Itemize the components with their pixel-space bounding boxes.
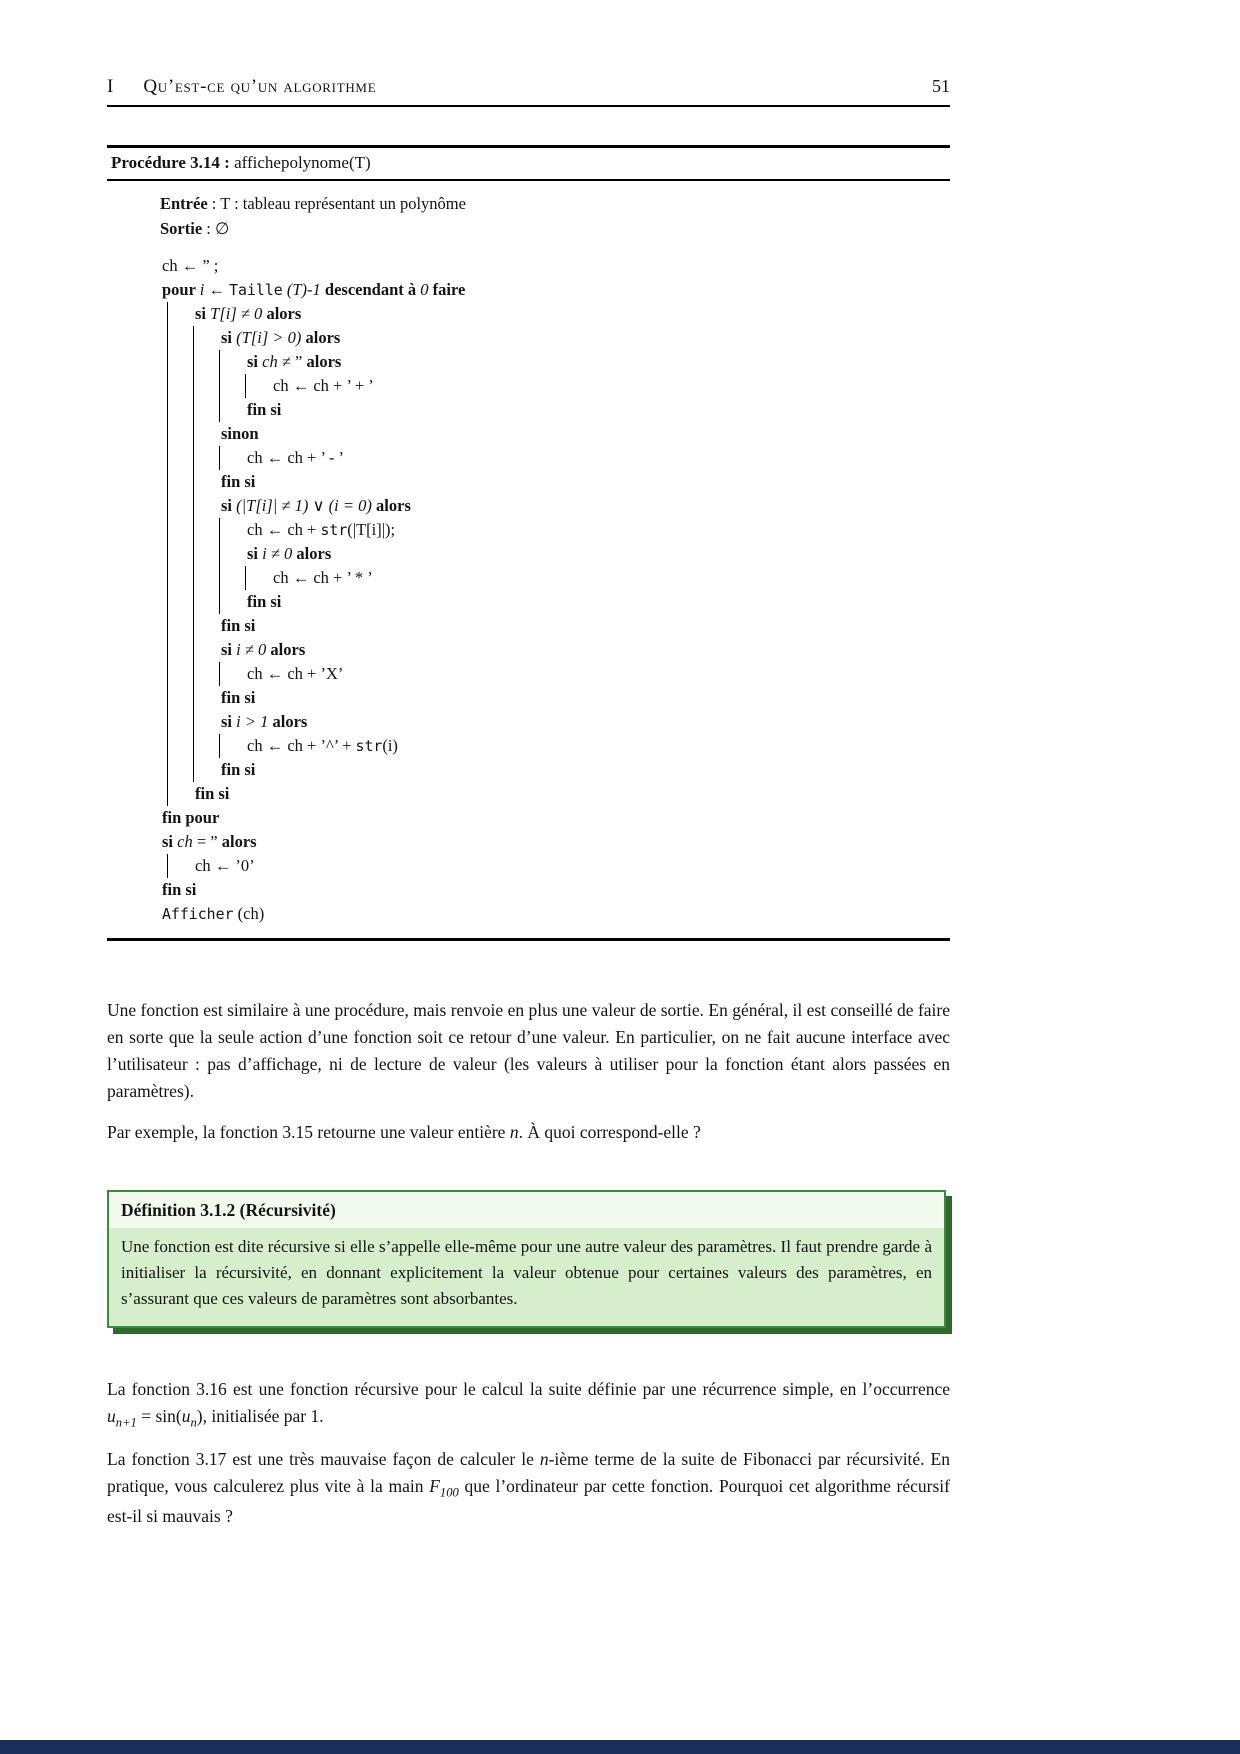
indent-guide [193,710,219,734]
indent-guide [167,398,193,422]
algorithm-text [219,710,942,734]
algorithm-text [245,398,942,422]
text-segment: alors [306,352,342,371]
algorithm-line [160,494,942,518]
indent-guide [167,374,193,398]
text-segment: si [195,304,211,323]
indent-guide [167,302,193,326]
indent-guide [167,518,193,542]
indent-guide [167,590,193,614]
text-segment: i [199,280,205,299]
text-segment: que l’ordinateur par cette fonction. Pourquoi cet algorithme récursif est-il si mauvais ? [107,1475,950,1526]
indent-guide [193,422,219,446]
indent-guide [219,446,245,470]
text-segment: ), initialisée par 1. [196,1405,324,1426]
indent-guide [193,398,219,422]
indent-guide [219,350,245,374]
procedure-body [107,181,950,938]
algorithm-text [271,566,942,590]
indent-guide [167,758,193,782]
algorithm-line [160,614,942,638]
text-segment: fin si [247,592,282,611]
algorithm-line [160,758,942,782]
header-rule [107,105,950,107]
indent-guide [193,590,219,614]
text-segment: si [247,544,263,563]
text-segment: ← [204,280,230,299]
indent-guide [193,326,219,350]
algorithm-text [245,542,942,566]
algorithm-line [160,350,942,374]
algorithm-text [219,494,942,518]
paragraph-function-3-17 [107,1446,950,1530]
algorithm-text [271,374,942,398]
indent-guide [219,566,245,590]
text-segment: descendant à [320,280,421,299]
text-segment: -ième terme de la suite de Fibonacci par récursivité. En pratique, vous calculerez plus vite à la main [107,1448,950,1496]
algorithm-text [245,446,942,470]
indent-guide [167,782,193,806]
output-label: Sortie [160,219,203,238]
indent-guide [245,566,271,590]
definition-body: Une fonction est dite récursive si elle s’appelle elle-même pour une autre valeur des paramètres. Il faut prendre garde à initialiser la récursivité, en donnant explicitement la valeur obtenue pour certaines valeurs des paramètres, en s’assurant que ces valeurs de paramètres sont absorbantes. [109,1228,944,1326]
text-segment: fin si [221,688,256,707]
footer-bar [0,1740,1240,1754]
text-column [107,0,950,1543]
algorithm-text [219,422,942,446]
indent-guide [167,662,193,686]
indent-guide [167,350,193,374]
text-segment: ch ← ch + [247,520,321,539]
text-segment: (|T[i]|); [347,520,396,539]
text-segment: fin si [221,760,256,779]
algorithm-text [160,254,942,278]
text-segment: (|T[i]| ≠ 1) ∨ (i = 0) [236,496,372,515]
algorithm-line [160,590,942,614]
text-segment: 0 [420,280,429,299]
paragraph-functions-intro [107,997,950,1106]
indent-guide [167,638,193,662]
algorithm-text [245,350,942,374]
text-segment: faire [428,280,466,299]
indent-guide [167,566,193,590]
algorithm-line [160,446,942,470]
text-segment: alors [266,640,306,659]
text-segment: T[i] ≠ 0 [210,304,263,323]
algorithm-text [160,806,942,830]
algorithm-line [160,686,942,710]
indent-guide [193,374,219,398]
algorithm-line [160,902,942,926]
indent-guide [193,614,219,638]
indent-guide [167,686,193,710]
text-segment: str [355,737,383,755]
text-segment: = ” [192,832,222,851]
text-segment: Par exemple, la fonction 3.15 retourne une valeur entière [107,1121,510,1142]
text-segment: si [162,832,178,851]
definition-box [107,1190,946,1328]
text-segment: fin si [221,472,256,491]
algorithm-text [219,758,942,782]
algorithm-line [160,302,942,326]
algorithm-text [160,830,942,854]
text-segment: Une fonction est similaire à une procédure, mais renvoie en plus une valeur de sortie. En général, il est conseillé de faire en sorte que la seule action d’une fonction soit ce retour d’une valeur. En particulier, on ne fait aucune interface avec l’utilisateur : pas d’affichage, ni de lecture de valeur (les valeurs à utiliser pour la fonction étant alors passées en paramètres). [107,1000,950,1102]
text-segment: n [539,1448,549,1469]
algorithm-body [160,254,942,926]
algorithm-text [160,278,942,302]
indent-guide [193,758,219,782]
text-segment: ch ← ch + ’ * ’ [273,568,373,587]
text-segment: alors [301,328,341,347]
text-segment: alors [262,304,302,323]
text-segment: 100 [439,1485,459,1500]
text-segment: pour [162,280,200,299]
indent-guide [219,734,245,758]
indent-guide [193,734,219,758]
text-segment: u [181,1405,191,1426]
algorithm-line [160,710,942,734]
text-segment: La fonction 3.16 est une fonction récursive pour le calcul la suite définie par une récurrence simple, en l’occurrence [107,1378,950,1399]
indent-guide [193,494,219,518]
procedure-output-line [160,216,942,241]
procedure-caption-name: affichepolynome(T) [229,153,371,172]
algorithm-text [219,614,942,638]
procedure-caption [107,148,950,181]
text-segment: ≠ ” [277,352,307,371]
text-segment: sinon [221,424,259,443]
algorithm-text [245,662,942,686]
indent-guide [167,614,193,638]
indent-guide [167,734,193,758]
text-segment: ch [177,832,193,851]
algorithm-text [219,326,942,350]
indent-guide [167,326,193,350]
indent-guide [193,350,219,374]
page-number: 51 [932,76,950,96]
indent-guide [167,470,193,494]
algorithm-line [160,734,942,758]
running-header [107,0,950,98]
algorithm-line [160,806,942,830]
paragraph-function-3-16 [107,1376,950,1433]
algorithm-line [160,374,942,398]
text-segment: si [221,328,237,347]
input-text: : T : tableau représentant un polynôme [207,194,466,213]
text-segment: La fonction 3.17 est une très mauvaise façon de calculer le [107,1448,540,1469]
running-header-left [107,76,376,98]
text-segment: n [509,1121,519,1142]
text-segment: (T)-1 [286,280,321,299]
text-segment: str [320,521,348,539]
algorithm-text [193,854,942,878]
text-segment: ch ← ’0’ [195,856,255,875]
indent-guide [245,374,271,398]
text-segment: Afficher [162,905,234,923]
text-segment: n+1 [115,1415,137,1430]
indent-guide [193,446,219,470]
text-segment: fin si [162,880,197,899]
procedure-input-line [160,191,942,216]
indent-guide [219,542,245,566]
text-segment: (T[i] > 0) [236,328,302,347]
indent-guide [193,638,219,662]
text-segment: u [107,1405,116,1426]
text-segment: ch ← ” ; [162,256,219,275]
algorithm-line [160,782,942,806]
text-segment: fin si [195,784,230,803]
indent-guide [219,374,245,398]
indent-guide [219,518,245,542]
text-segment: ch ← ch + ’X’ [247,664,344,683]
text-segment: (i) [382,736,398,755]
algorithm-line [160,422,942,446]
text-segment: ch ← ch + ’^’ + [247,736,356,755]
text-segment: alors [292,544,332,563]
text-segment: si [221,496,237,515]
algorithm-line [160,638,942,662]
indent-guide [167,422,193,446]
text-segment: ch ← ch + ’ - ’ [247,448,344,467]
algorithm-line [160,398,942,422]
algorithm-line [160,566,942,590]
algorithm-text [219,638,942,662]
indent-guide [193,686,219,710]
indent-guide [193,662,219,686]
indent-guide [167,710,193,734]
indent-guide [193,470,219,494]
indent-guide [219,662,245,686]
indent-guide [167,542,193,566]
text-segment: F [429,1475,440,1496]
text-segment: i ≠ 0 [236,640,267,659]
algorithm-text [245,518,942,542]
algorithm-line [160,254,942,278]
algorithm-line [160,278,942,302]
text-segment: i ≠ 0 [262,544,293,563]
text-segment: ch [262,352,278,371]
text-segment: alors [371,496,411,515]
indent-guide [167,494,193,518]
algorithm-text [160,878,942,902]
algorithm-line [160,518,942,542]
text-segment: fin si [247,400,282,419]
indent-guide [167,854,193,878]
algorithm-text [193,782,942,806]
output-text: : ∅ [202,219,230,238]
indent-guide [193,566,219,590]
algorithm-line [160,830,942,854]
algorithm-text [193,302,942,326]
algorithm-text [160,902,942,926]
algorithm-text [219,470,942,494]
algorithm-line [160,854,942,878]
text-segment: (ch) [233,904,265,923]
text-segment: alors [221,832,257,851]
indent-guide [193,518,219,542]
text-segment: i > 1 [236,712,269,731]
algorithm-line [160,878,942,902]
indent-guide [219,590,245,614]
indent-guide [219,398,245,422]
algorithm-text [219,686,942,710]
algorithm-line [160,326,942,350]
text-segment: . À quoi correspond-elle ? [518,1121,701,1142]
input-label: Entrée [160,194,208,213]
algorithm-line [160,470,942,494]
algorithm-text [245,734,942,758]
algorithm-text [245,590,942,614]
text-segment: n [190,1415,197,1430]
text-segment: alors [268,712,308,731]
algorithm-line [160,662,942,686]
procedure-caption-label: Procédure 3.14 : [111,153,230,172]
text-segment: ch ← ch + ’ + ’ [273,376,374,395]
text-segment: si [221,640,237,659]
text-segment: si [247,352,263,371]
text-segment: si [221,712,237,731]
text-segment: = sin( [136,1405,182,1426]
indent-guide [167,446,193,470]
procedure-box [107,145,950,941]
running-title: Qu’est-ce qu’un algorithme [143,76,377,97]
algorithm-line [160,542,942,566]
text-segment: fin pour [162,808,220,827]
indent-guide [193,542,219,566]
section-number: I [107,76,114,97]
paragraph-example-3-15 [107,1119,950,1146]
text-segment: Taille [229,281,283,299]
text-segment: fin si [221,616,256,635]
definition-title: Définition 3.1.2 (Récursivité) [109,1192,944,1228]
